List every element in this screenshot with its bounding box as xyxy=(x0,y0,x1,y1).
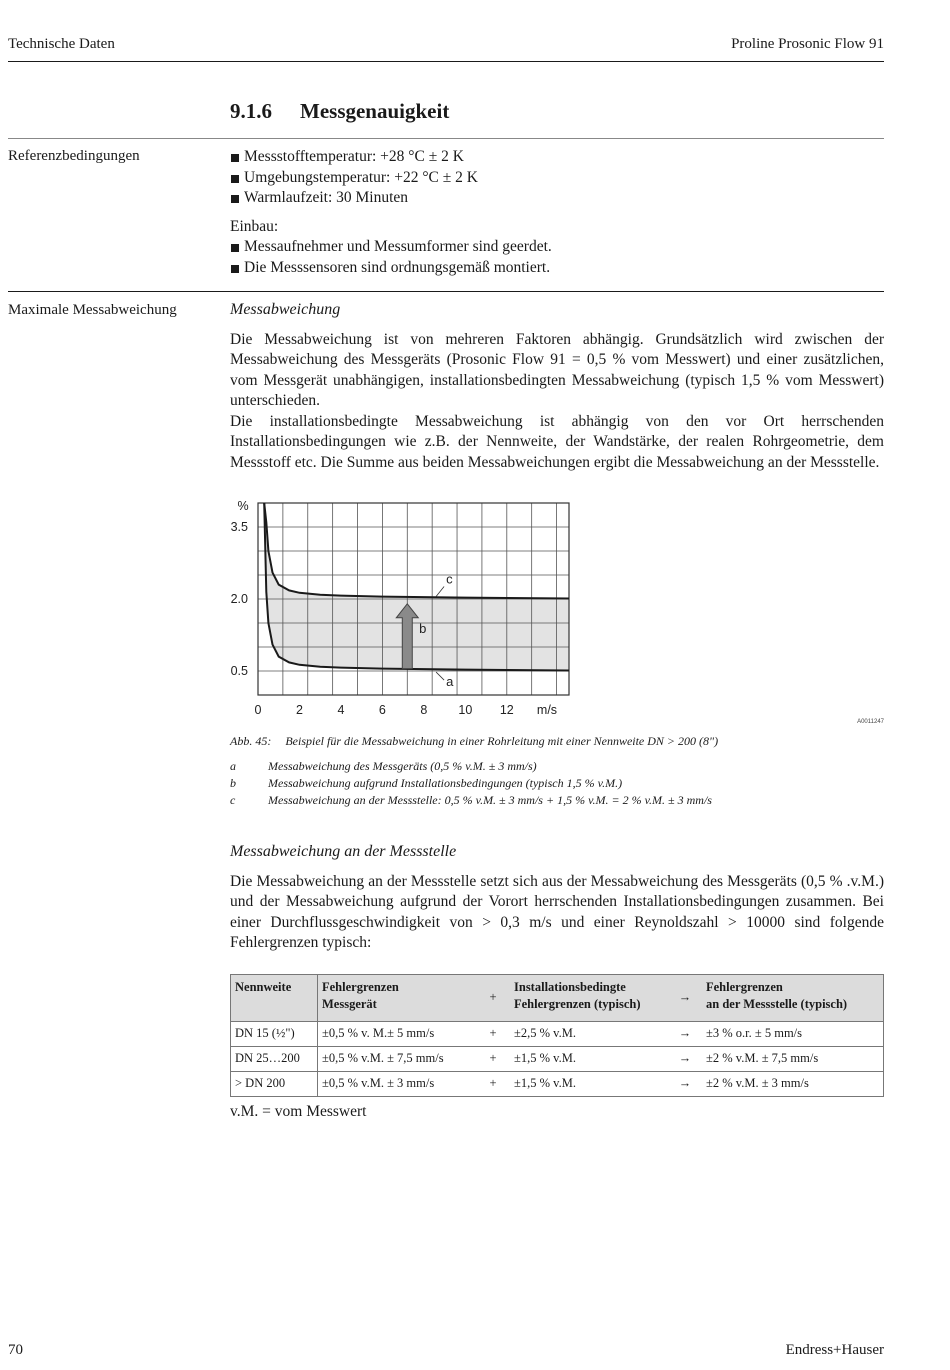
cell-geraet: ±0,5 % v. M.± 5 mm/s xyxy=(318,1022,477,1047)
x-tick-label: 4 xyxy=(337,703,345,717)
table-header-row xyxy=(231,975,884,1022)
cell-stelle: ±2 % v.M. ± 7,5 mm/s xyxy=(702,1047,884,1072)
x-tick-label: 12 xyxy=(499,703,514,717)
cell-arrow: → xyxy=(668,1047,702,1072)
list-item: Messstofftemperatur: +28 °C ± 2 K xyxy=(230,147,884,168)
y-axis-label: % xyxy=(237,499,249,513)
divider-rule xyxy=(8,291,884,292)
caption-number: Abb. 45: xyxy=(230,734,272,748)
col-nennweite: Nennweite xyxy=(231,975,318,1022)
cell-plus: + xyxy=(476,1022,510,1047)
cell-geraet: ±0,5 % v.M. ± 7,5 mm/s xyxy=(318,1047,477,1072)
chart-band xyxy=(264,503,569,671)
subheading: Messabweichung xyxy=(230,301,341,318)
legend-item xyxy=(230,793,884,808)
header-rule xyxy=(8,61,884,62)
list-item: Die Messsensoren sind ordnungsgemäß montiert. xyxy=(230,258,884,279)
einbau-list xyxy=(230,237,884,278)
x-axis-label: m/s xyxy=(536,703,558,717)
y-tick-label: 0.5 xyxy=(230,664,248,678)
cell-plus: + xyxy=(476,1047,510,1072)
y-tick-label: 2.0 xyxy=(230,592,248,606)
legend-text: Messabweichung an der Messstelle: 0,5 % v.M. ± 3 mm/s + 1,5 % v.M. = 2 % v.M. ± 3 mm/s xyxy=(268,793,712,807)
paragraph: Die installationsbedingte Messabweichung ist abhängig von den vor Ort herrschenden Installationsbedingungen wie z.B. der Nennweite, der Wandstärke, der realen Rohrgeometrie, dem Messstoff etc. Die Summe aus beiden Messabweichungen ergibt die Messabweichung an der Messstelle. xyxy=(230,412,884,471)
cell-arrow: → xyxy=(668,1072,702,1097)
cell-stelle: ±2 % v.M. ± 3 mm/s xyxy=(702,1072,884,1097)
table-row xyxy=(231,1047,884,1072)
list-item: Warmlaufzeit: 30 Minuten xyxy=(230,188,884,209)
cell-geraet: ±0,5 % v.M. ± 3 mm/s xyxy=(318,1072,477,1097)
legend-text: Messabweichung aufgrund Installationsbedingungen (typisch 1,5 % v.M.) xyxy=(268,776,623,790)
referenz-content xyxy=(230,147,884,278)
maximal-content xyxy=(230,300,884,473)
caption-text: Beispiel für die Messabweichung in einer Rohrleitung mit einer Nennweite DN > 200 (8") xyxy=(285,734,719,748)
legend-text: Messabweichung des Messgeräts (0,5 % v.M. ± 3 mm/s) xyxy=(268,759,537,773)
x-tick-label: 10 xyxy=(458,703,473,717)
paragraph: Die Messabweichung ist von mehreren Faktoren abhängig. Grundsätzlich wird zwischen der Messabweichung des Messgeräts (Prosonic Flow 91 = 0,5 % vom Messwert) und einer zusätzlichen, vom Messgerät unabhängigen, installationsbedingten Messabweichung (typisch 1,5 % vom Messwert) unterschieden. xyxy=(230,330,884,409)
subheading: Messabweichung an der Messstelle xyxy=(230,843,457,860)
cell-nennweite: DN 25…200 xyxy=(231,1047,318,1072)
brand-footer: Endress+Hauser xyxy=(785,1342,884,1358)
list-item: Umgebungstemperatur: +22 °C ± 2 K xyxy=(230,168,884,189)
cell-install: ±1,5 % v.M. xyxy=(510,1072,668,1097)
legend-key: a xyxy=(230,759,236,773)
legend-key: b xyxy=(230,776,236,790)
messstelle-content xyxy=(230,842,884,954)
figure-code: A0011247 xyxy=(857,719,884,725)
referenz-list xyxy=(230,147,884,209)
section-number: 9.1.6 xyxy=(230,99,272,123)
section-heading xyxy=(230,99,449,124)
x-tick-label: 8 xyxy=(420,703,428,717)
annotation-leader xyxy=(436,587,444,597)
col-plus: + xyxy=(476,975,510,1022)
col-stelle: Fehlergrenzen an der Messstelle (typisch) xyxy=(702,975,884,1022)
legend-item xyxy=(230,776,884,791)
table-footnote: v.M. = vom Messwert xyxy=(230,1103,367,1120)
cell-nennweite: > DN 200 xyxy=(231,1072,318,1097)
running-header-left: Technische Daten xyxy=(8,36,115,52)
col-geraet: Fehlergrenzen Messgerät xyxy=(318,975,477,1022)
legend-key: c xyxy=(230,793,236,807)
annotation-label-a: a xyxy=(446,674,454,690)
cell-install: ±2,5 % v.M. xyxy=(510,1022,668,1047)
cell-arrow: → xyxy=(668,1022,702,1047)
annotation-leader xyxy=(436,672,444,680)
x-tick-label: 6 xyxy=(378,703,386,717)
maximal-label: Maximale Messabweichung xyxy=(8,302,177,318)
cell-stelle: ±3 % o.r. ± 5 mm/s xyxy=(702,1022,884,1047)
section-title: Messgenauigkeit xyxy=(300,99,450,123)
paragraph: Die Messabweichung an der Messstelle setzt sich aus der Messabweichung des Messgeräts (0,5 % .v.M.) und der Messabweichung aufgrund der Vorort herrschenden Installationsbedingungen zusammen. Bei einer Durchflussgeschwindigkeit von > 0,3 m/s und einer Reynoldszahl > 10000 sind folgende Fehlergrenzen typisch: xyxy=(230,872,884,951)
table-row xyxy=(231,1072,884,1097)
cell-install: ±1,5 % v.M. xyxy=(510,1047,668,1072)
accuracy-chart xyxy=(224,494,584,720)
error-limits-table xyxy=(230,974,884,1097)
cell-plus: + xyxy=(476,1072,510,1097)
col-arrow: → xyxy=(668,975,702,1022)
annotation-label-b: b xyxy=(419,621,427,636)
x-tick-label: 2 xyxy=(295,703,303,717)
y-tick-label: 3.5 xyxy=(230,520,248,534)
col-install: Installationsbedingte Fehlergrenzen (typisch) xyxy=(510,975,668,1022)
cell-nennweite: DN 15 (½") xyxy=(231,1022,318,1047)
annotation-label-c: c xyxy=(446,571,453,587)
page-number: 70 xyxy=(8,1342,23,1358)
running-header-right: Proline Prosonic Flow 91 xyxy=(731,36,884,52)
section-rule xyxy=(8,138,884,139)
list-item: Messaufnehmer und Messumformer sind geerdet. xyxy=(230,237,884,258)
legend-item xyxy=(230,759,884,774)
table-row xyxy=(231,1022,884,1047)
referenz-label: Referenzbedingungen xyxy=(8,148,140,164)
einbau-label: Einbau: xyxy=(230,217,279,235)
x-tick-label: 0 xyxy=(254,703,262,717)
figure-caption xyxy=(230,734,718,749)
